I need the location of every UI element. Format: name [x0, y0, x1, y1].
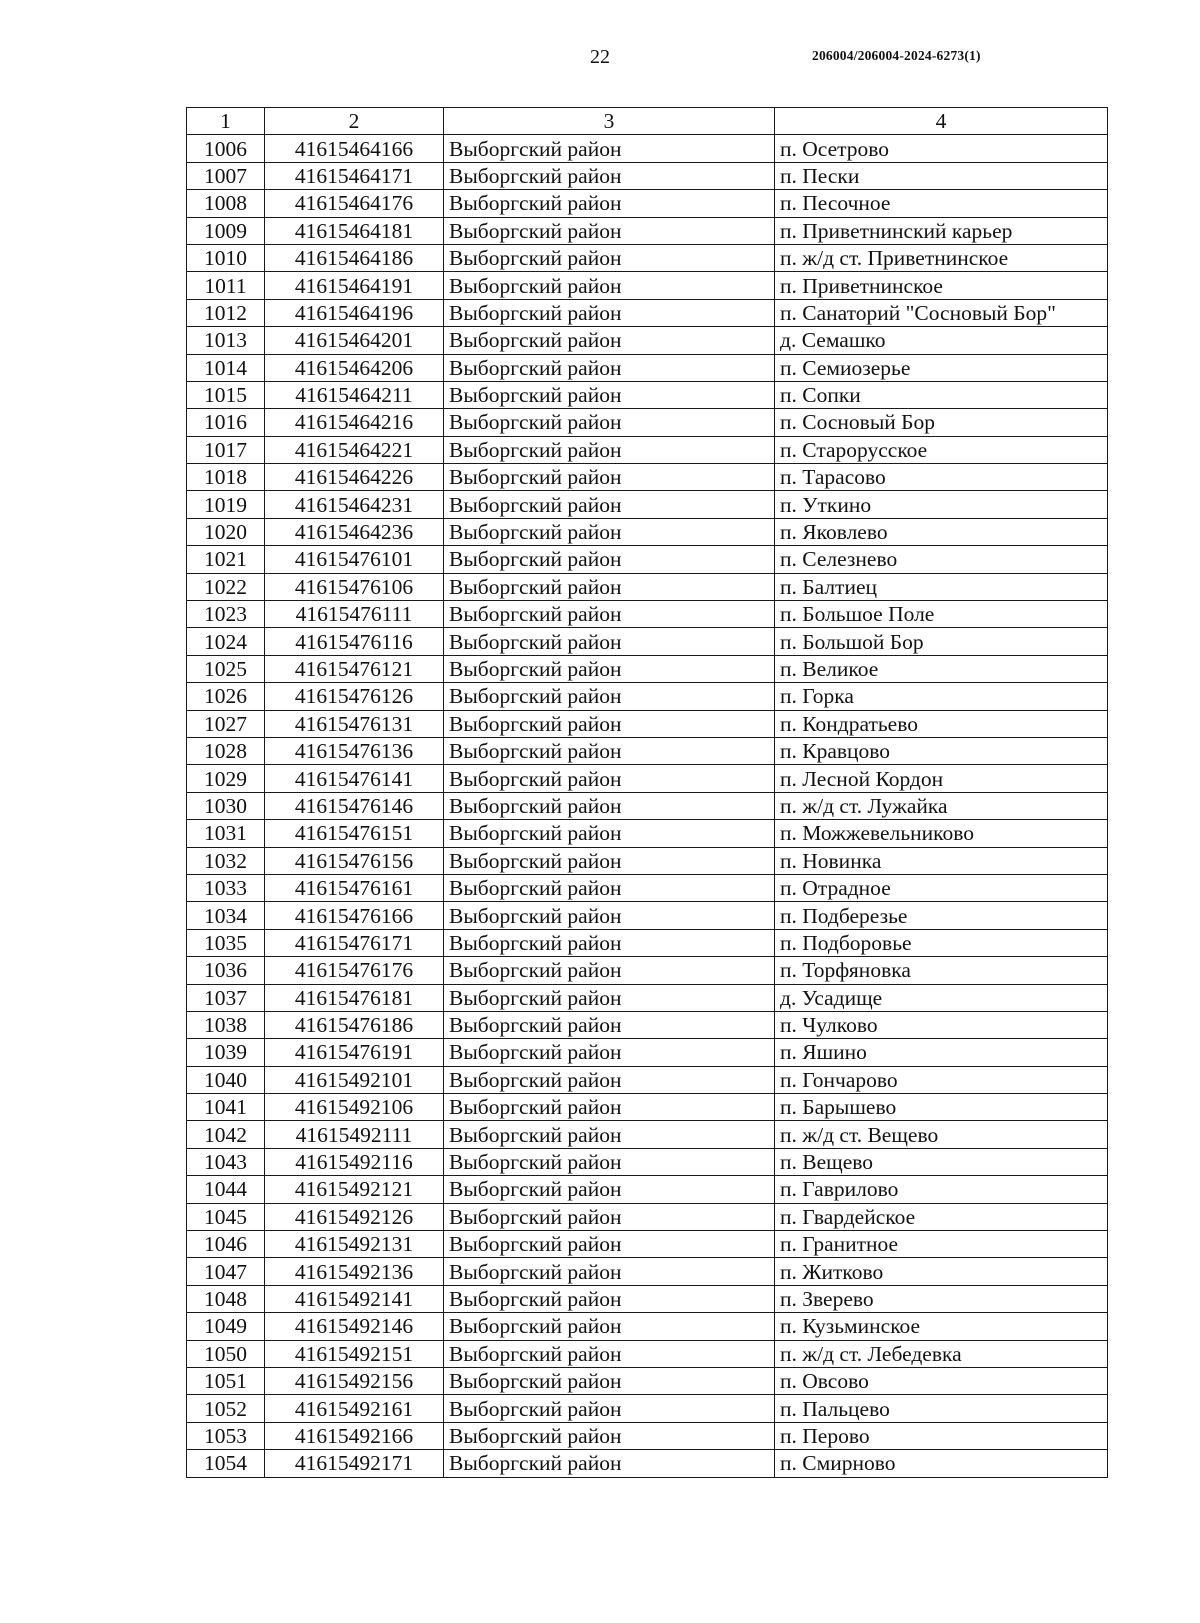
okato-code-cell: 41615492146: [265, 1313, 444, 1340]
table-row: [187, 1340, 1108, 1367]
settlement-cell: п. Гвардейское: [775, 1203, 1108, 1230]
okato-code-cell: 41615476176: [265, 957, 444, 984]
okato-code-cell: 41615476191: [265, 1039, 444, 1066]
district-cell: Выборгский район: [444, 984, 775, 1011]
table-header: [187, 108, 1108, 135]
district-cell: Выборгский район: [444, 464, 775, 491]
district-cell: Выборгский район: [444, 217, 775, 244]
district-cell: Выборгский район: [444, 1258, 775, 1285]
table-row: [187, 190, 1108, 217]
settlement-cell: п. Приветнинское: [775, 272, 1108, 299]
table-row: [187, 1203, 1108, 1230]
table-row: [187, 1039, 1108, 1066]
table-row: [187, 299, 1108, 326]
table-row: [187, 1231, 1108, 1258]
district-cell: Выборгский район: [444, 518, 775, 545]
district-cell: Выборгский район: [444, 792, 775, 819]
okato-code-cell: 41615476171: [265, 929, 444, 956]
district-cell: Выборгский район: [444, 1066, 775, 1093]
okato-code-cell: 41615476146: [265, 792, 444, 819]
table-row: [187, 1121, 1108, 1148]
okato-code-cell: 41615464201: [265, 327, 444, 354]
row-number-cell: 1038: [187, 1011, 265, 1038]
table-row: [187, 1313, 1108, 1340]
row-number-cell: 1047: [187, 1258, 265, 1285]
district-cell: Выборгский район: [444, 847, 775, 874]
header-row: [187, 108, 1108, 135]
table-row: [187, 957, 1108, 984]
settlement-cell: п. Сопки: [775, 381, 1108, 408]
settlement-cell: п. Чулково: [775, 1011, 1108, 1038]
district-cell: Выборгский район: [444, 1422, 775, 1449]
okato-code-cell: 41615492151: [265, 1340, 444, 1367]
table-row: [187, 436, 1108, 463]
row-number-cell: 1051: [187, 1367, 265, 1394]
district-cell: Выборгский район: [444, 135, 775, 162]
district-cell: Выборгский район: [444, 1340, 775, 1367]
settlement-cell: п. Большой Бор: [775, 628, 1108, 655]
district-cell: Выборгский район: [444, 354, 775, 381]
table-row: [187, 491, 1108, 518]
row-number-cell: 1019: [187, 491, 265, 518]
okato-code-cell: 41615464226: [265, 464, 444, 491]
table-row: [187, 217, 1108, 244]
table-row: [187, 820, 1108, 847]
settlement-cell: п. Яшино: [775, 1039, 1108, 1066]
okato-code-cell: 41615464166: [265, 135, 444, 162]
row-number-cell: 1033: [187, 874, 265, 901]
table-row: [187, 1367, 1108, 1394]
district-cell: Выборгский район: [444, 1313, 775, 1340]
row-number-cell: 1031: [187, 820, 265, 847]
settlement-cell: п. Лесной Кордон: [775, 765, 1108, 792]
settlement-cell: п. Балтиец: [775, 573, 1108, 600]
settlement-cell: п. Гаврилово: [775, 1176, 1108, 1203]
settlement-cell: п. Подборовье: [775, 929, 1108, 956]
row-number-cell: 1012: [187, 299, 265, 326]
settlement-cell: п. Горка: [775, 683, 1108, 710]
table-row: [187, 628, 1108, 655]
table-row: [187, 1422, 1108, 1449]
row-number-cell: 1025: [187, 655, 265, 682]
table-row: [187, 601, 1108, 628]
row-number-cell: 1020: [187, 518, 265, 545]
row-number-cell: 1013: [187, 327, 265, 354]
table-row: [187, 409, 1108, 436]
table-row: [187, 381, 1108, 408]
row-number-cell: 1009: [187, 217, 265, 244]
settlement-cell: п. Барышево: [775, 1094, 1108, 1121]
row-number-cell: 1024: [187, 628, 265, 655]
table-row: [187, 737, 1108, 764]
district-cell: Выборгский район: [444, 1121, 775, 1148]
row-number-cell: 1006: [187, 135, 265, 162]
row-number-cell: 1028: [187, 737, 265, 764]
table-row: [187, 847, 1108, 874]
settlement-cell: п. Вещево: [775, 1148, 1108, 1175]
table-row: [187, 710, 1108, 737]
row-number-cell: 1048: [187, 1285, 265, 1312]
table-row: [187, 765, 1108, 792]
row-number-cell: 1027: [187, 710, 265, 737]
settlement-cell: п. Уткино: [775, 491, 1108, 518]
row-number-cell: 1049: [187, 1313, 265, 1340]
okato-code-cell: 41615476131: [265, 710, 444, 737]
table-row: [187, 1148, 1108, 1175]
table-row: [187, 792, 1108, 819]
okato-code-cell: 41615476121: [265, 655, 444, 682]
okato-code-cell: 41615492156: [265, 1367, 444, 1394]
district-cell: Выборгский район: [444, 190, 775, 217]
table-row: [187, 902, 1108, 929]
okato-code-cell: 41615464186: [265, 244, 444, 271]
settlement-cell: п. Великое: [775, 655, 1108, 682]
settlement-cell: п. Овсово: [775, 1367, 1108, 1394]
district-cell: Выборгский район: [444, 327, 775, 354]
row-number-cell: 1021: [187, 546, 265, 573]
okato-code-cell: 41615492141: [265, 1285, 444, 1312]
district-cell: Выборгский район: [444, 162, 775, 189]
row-number-cell: 1050: [187, 1340, 265, 1367]
district-cell: Выборгский район: [444, 299, 775, 326]
district-cell: Выборгский район: [444, 272, 775, 299]
row-number-cell: 1041: [187, 1094, 265, 1121]
okato-code-cell: 41615492171: [265, 1450, 444, 1477]
settlement-cell: п. ж/д ст. Вещево: [775, 1121, 1108, 1148]
row-number-cell: 1037: [187, 984, 265, 1011]
district-cell: Выборгский район: [444, 1148, 775, 1175]
row-number-cell: 1014: [187, 354, 265, 381]
okato-code-cell: 41615492131: [265, 1231, 444, 1258]
settlements-table: [186, 107, 1108, 1478]
settlement-cell: п. Старорусское: [775, 436, 1108, 463]
table-row: [187, 272, 1108, 299]
district-cell: Выборгский район: [444, 601, 775, 628]
table-row: [187, 1066, 1108, 1093]
district-cell: Выборгский район: [444, 1450, 775, 1477]
district-cell: Выборгский район: [444, 244, 775, 271]
column-header-4: 4: [775, 108, 1108, 135]
settlement-cell: д. Семашко: [775, 327, 1108, 354]
table-row: [187, 135, 1108, 162]
settlement-cell: п. ж/д ст. Лужайка: [775, 792, 1108, 819]
okato-code-cell: 41615476161: [265, 874, 444, 901]
settlement-cell: п. Кузьминское: [775, 1313, 1108, 1340]
table-row: [187, 162, 1108, 189]
table-row: [187, 1285, 1108, 1312]
column-header-3: 3: [444, 108, 775, 135]
okato-code-cell: 41615464221: [265, 436, 444, 463]
settlement-cell: п. Осетрово: [775, 135, 1108, 162]
okato-code-cell: 41615476151: [265, 820, 444, 847]
okato-code-cell: 41615464171: [265, 162, 444, 189]
table-row: [187, 1258, 1108, 1285]
okato-code-cell: 41615464231: [265, 491, 444, 518]
okato-code-cell: 41615492106: [265, 1094, 444, 1121]
okato-code-cell: 41615476106: [265, 573, 444, 600]
district-cell: Выборгский район: [444, 1367, 775, 1394]
settlement-cell: п. Новинка: [775, 847, 1108, 874]
row-number-cell: 1053: [187, 1422, 265, 1449]
district-cell: Выборгский район: [444, 874, 775, 901]
settlement-cell: п. Селезнево: [775, 546, 1108, 573]
district-cell: Выборгский район: [444, 683, 775, 710]
settlement-cell: п. Песочное: [775, 190, 1108, 217]
column-header-2: 2: [265, 108, 444, 135]
okato-code-cell: 41615476166: [265, 902, 444, 929]
row-number-cell: 1008: [187, 190, 265, 217]
okato-code-cell: 41615464211: [265, 381, 444, 408]
district-cell: Выборгский район: [444, 710, 775, 737]
column-header-1: 1: [187, 108, 265, 135]
district-cell: Выборгский район: [444, 1039, 775, 1066]
okato-code-cell: 41615476126: [265, 683, 444, 710]
row-number-cell: 1007: [187, 162, 265, 189]
district-cell: Выборгский район: [444, 1094, 775, 1121]
settlement-cell: п. Можжевельниково: [775, 820, 1108, 847]
okato-code-cell: 41615476136: [265, 737, 444, 764]
district-cell: Выборгский район: [444, 546, 775, 573]
table-row: [187, 683, 1108, 710]
okato-code-cell: 41615492121: [265, 1176, 444, 1203]
district-cell: Выборгский район: [444, 491, 775, 518]
okato-code-cell: 41615476141: [265, 765, 444, 792]
row-number-cell: 1052: [187, 1395, 265, 1422]
district-cell: Выборгский район: [444, 929, 775, 956]
okato-code-cell: 41615464181: [265, 217, 444, 244]
okato-code-cell: 41615476111: [265, 601, 444, 628]
district-cell: Выборгский район: [444, 737, 775, 764]
okato-code-cell: 41615492116: [265, 1148, 444, 1175]
row-number-cell: 1030: [187, 792, 265, 819]
row-number-cell: 1022: [187, 573, 265, 600]
settlement-cell: п. Перово: [775, 1422, 1108, 1449]
district-cell: Выборгский район: [444, 1011, 775, 1038]
settlement-cell: п. Тарасово: [775, 464, 1108, 491]
row-number-cell: 1016: [187, 409, 265, 436]
okato-code-cell: 41615492126: [265, 1203, 444, 1230]
table-row: [187, 244, 1108, 271]
row-number-cell: 1054: [187, 1450, 265, 1477]
okato-code-cell: 41615464206: [265, 354, 444, 381]
settlement-cell: п. Семиозерье: [775, 354, 1108, 381]
table-row: [187, 354, 1108, 381]
settlement-cell: п. Смирново: [775, 1450, 1108, 1477]
settlement-cell: п. Сосновый Бор: [775, 409, 1108, 436]
table-row: [187, 1094, 1108, 1121]
row-number-cell: 1035: [187, 929, 265, 956]
district-cell: Выборгский район: [444, 1231, 775, 1258]
district-cell: Выборгский район: [444, 820, 775, 847]
row-number-cell: 1039: [187, 1039, 265, 1066]
row-number-cell: 1045: [187, 1203, 265, 1230]
district-cell: Выборгский район: [444, 902, 775, 929]
table-row: [187, 1011, 1108, 1038]
table-row: [187, 984, 1108, 1011]
row-number-cell: 1023: [187, 601, 265, 628]
settlement-cell: п. Гранитное: [775, 1231, 1108, 1258]
district-cell: Выборгский район: [444, 628, 775, 655]
okato-code-cell: 41615492136: [265, 1258, 444, 1285]
settlement-cell: п. Отрадное: [775, 874, 1108, 901]
row-number-cell: 1010: [187, 244, 265, 271]
district-cell: Выборгский район: [444, 1203, 775, 1230]
settlement-cell: п. Санаторий "Сосновый Бор": [775, 299, 1108, 326]
okato-code-cell: 41615464196: [265, 299, 444, 326]
okato-code-cell: 41615464216: [265, 409, 444, 436]
settlement-cell: п. Яковлево: [775, 518, 1108, 545]
row-number-cell: 1029: [187, 765, 265, 792]
district-cell: Выборгский район: [444, 436, 775, 463]
row-number-cell: 1043: [187, 1148, 265, 1175]
okato-code-cell: 41615492111: [265, 1121, 444, 1148]
document-id: 206004/206004-2024-6273(1): [812, 48, 981, 63]
row-number-cell: 1026: [187, 683, 265, 710]
row-number-cell: 1015: [187, 381, 265, 408]
settlement-cell: п. Подберезье: [775, 902, 1108, 929]
district-cell: Выборгский район: [444, 409, 775, 436]
district-cell: Выборгский район: [444, 1176, 775, 1203]
row-number-cell: 1017: [187, 436, 265, 463]
table-row: [187, 1450, 1108, 1477]
settlement-cell: д. Усадище: [775, 984, 1108, 1011]
table-row: [187, 546, 1108, 573]
table-row: [187, 573, 1108, 600]
district-cell: Выборгский район: [444, 573, 775, 600]
page-number: 22: [590, 46, 610, 68]
row-number-cell: 1040: [187, 1066, 265, 1093]
okato-code-cell: 41615464176: [265, 190, 444, 217]
row-number-cell: 1011: [187, 272, 265, 299]
table-row: [187, 1176, 1108, 1203]
table-row: [187, 929, 1108, 956]
table-row: [187, 327, 1108, 354]
settlement-cell: п. ж/д ст. Приветнинское: [775, 244, 1108, 271]
okato-code-cell: 41615492101: [265, 1066, 444, 1093]
district-cell: Выборгский район: [444, 1395, 775, 1422]
settlement-cell: п. Пальцево: [775, 1395, 1108, 1422]
okato-code-cell: 41615464191: [265, 272, 444, 299]
settlement-cell: п. Кондратьево: [775, 710, 1108, 737]
settlement-cell: п. Пески: [775, 162, 1108, 189]
table-row: [187, 464, 1108, 491]
district-cell: Выборгский район: [444, 765, 775, 792]
table-row: [187, 874, 1108, 901]
row-number-cell: 1036: [187, 957, 265, 984]
okato-code-cell: 41615492161: [265, 1395, 444, 1422]
okato-code-cell: 41615476156: [265, 847, 444, 874]
okato-code-cell: 41615464236: [265, 518, 444, 545]
row-number-cell: 1018: [187, 464, 265, 491]
settlement-cell: п. Гончарово: [775, 1066, 1108, 1093]
settlement-cell: п. Житково: [775, 1258, 1108, 1285]
row-number-cell: 1032: [187, 847, 265, 874]
table-body: [187, 135, 1108, 1477]
settlement-cell: п. Приветнинский карьер: [775, 217, 1108, 244]
okato-code-cell: 41615476116: [265, 628, 444, 655]
okato-code-cell: 41615476181: [265, 984, 444, 1011]
settlement-cell: п. Торфяновка: [775, 957, 1108, 984]
okato-code-cell: 41615476101: [265, 546, 444, 573]
okato-code-cell: 41615492166: [265, 1422, 444, 1449]
settlement-cell: п. Кравцово: [775, 737, 1108, 764]
row-number-cell: 1044: [187, 1176, 265, 1203]
settlement-cell: п. Большое Поле: [775, 601, 1108, 628]
row-number-cell: 1034: [187, 902, 265, 929]
district-cell: Выборгский район: [444, 957, 775, 984]
row-number-cell: 1046: [187, 1231, 265, 1258]
table-row: [187, 655, 1108, 682]
okato-code-cell: 41615476186: [265, 1011, 444, 1038]
row-number-cell: 1042: [187, 1121, 265, 1148]
district-cell: Выборгский район: [444, 655, 775, 682]
district-cell: Выборгский район: [444, 1285, 775, 1312]
settlement-cell: п. ж/д ст. Лебедевка: [775, 1340, 1108, 1367]
table-row: [187, 1395, 1108, 1422]
district-cell: Выборгский район: [444, 381, 775, 408]
settlement-cell: п. Зверево: [775, 1285, 1108, 1312]
table-row: [187, 518, 1108, 545]
